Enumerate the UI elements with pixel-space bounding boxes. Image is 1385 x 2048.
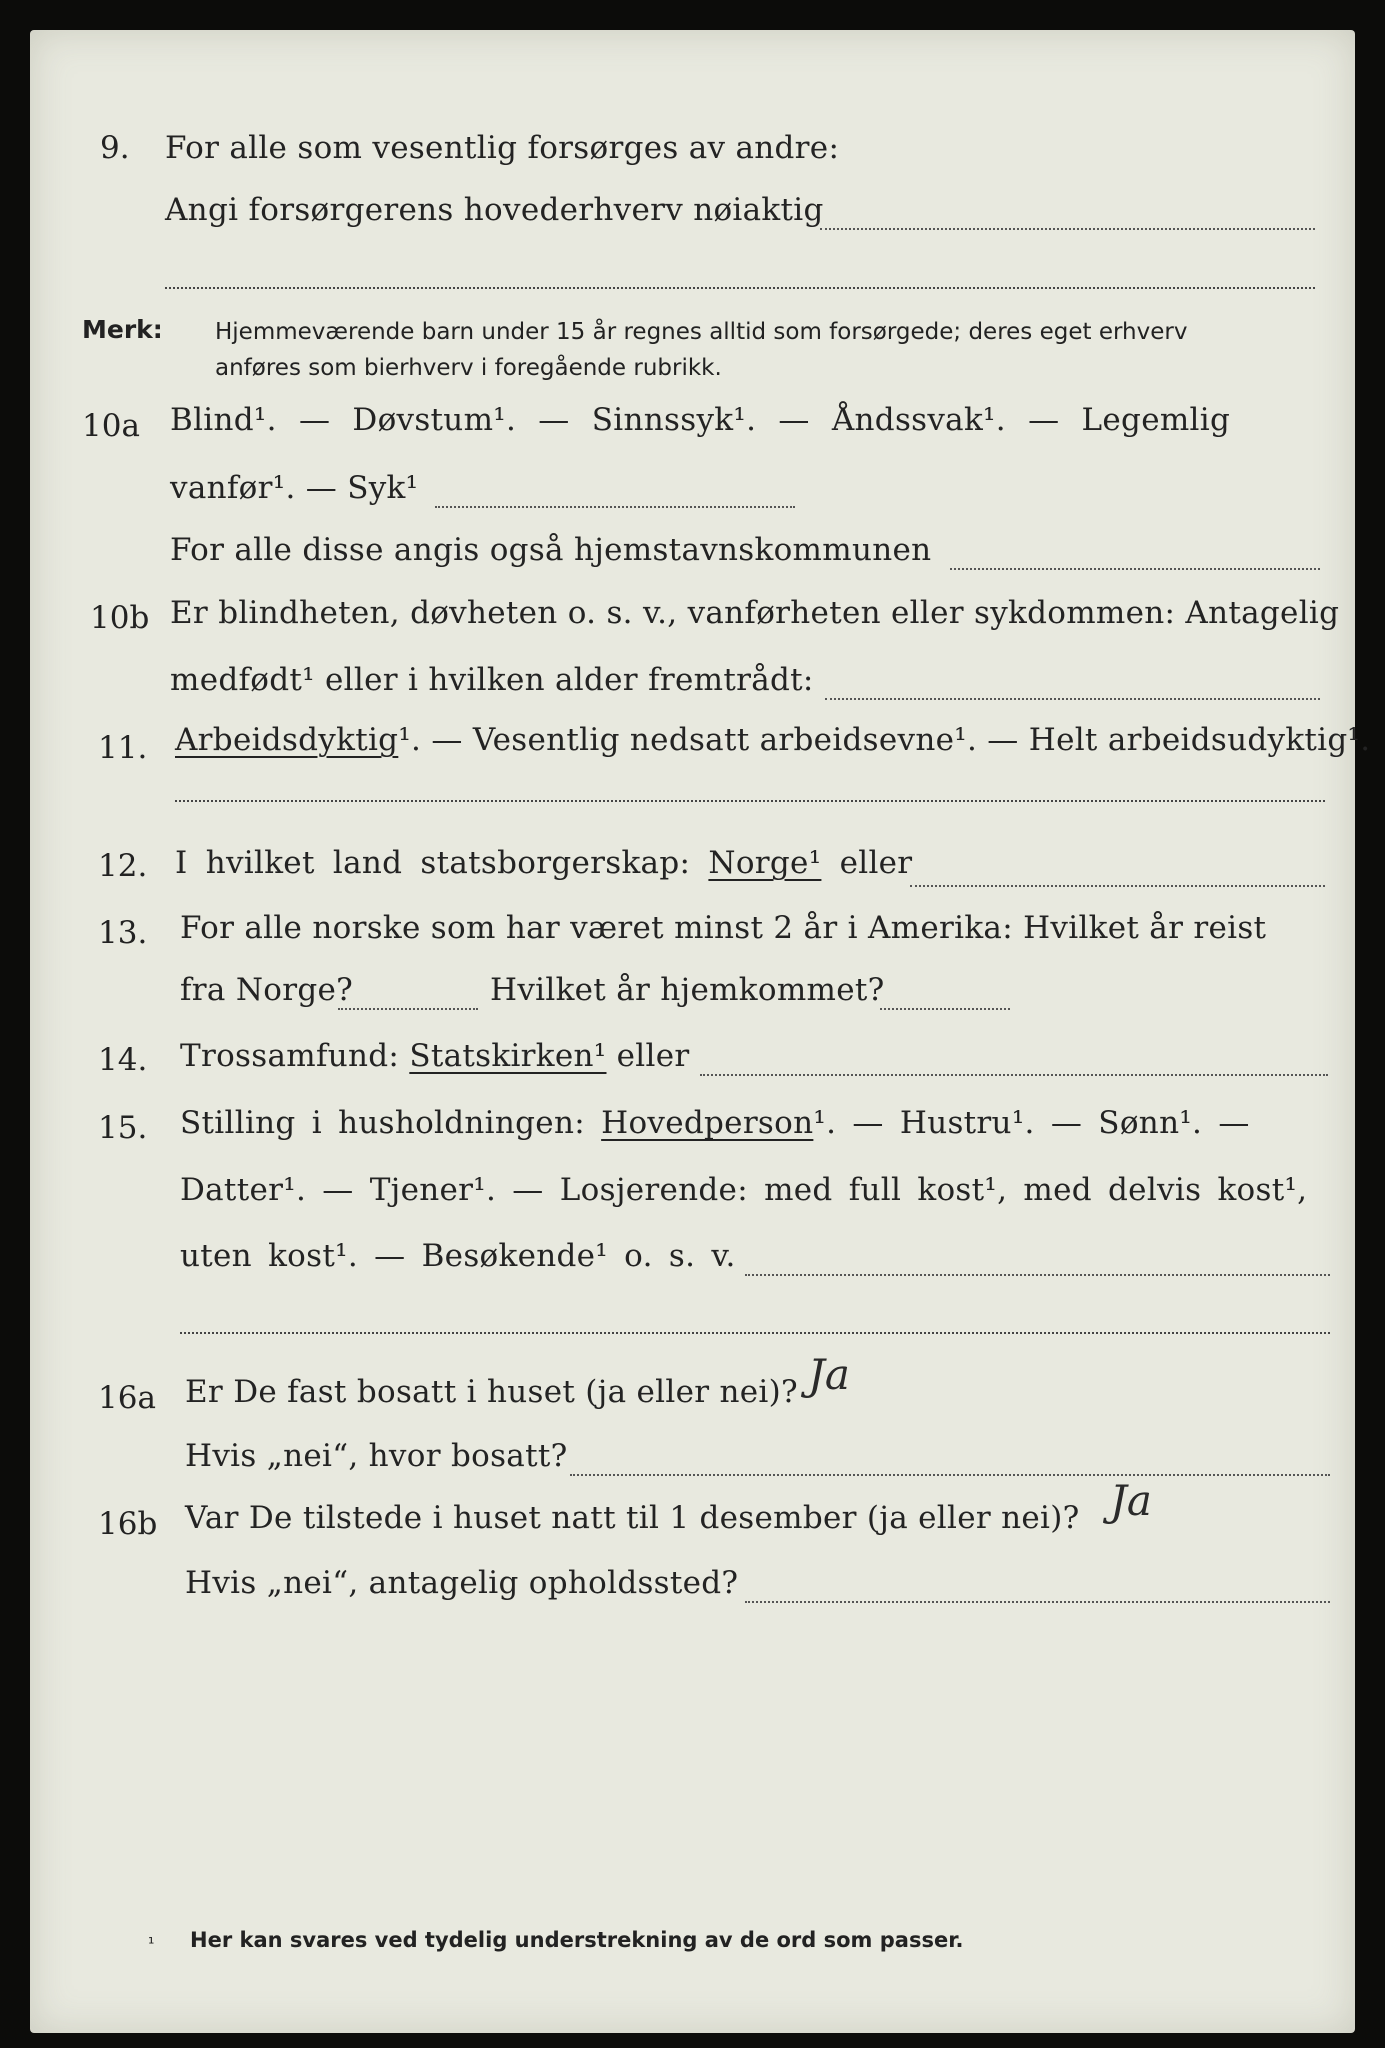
q15-answer-line[interactable] <box>180 1332 1330 1334</box>
q15-line1 <box>180 1105 1250 1141</box>
q12-question: I hvilket land statsborgerskap: <box>175 845 691 881</box>
q12-eller: eller <box>839 845 913 881</box>
q11-arbeidsdyktig-underlined: Arbeidsdyktig <box>175 722 399 758</box>
footnote-text: Her kan svares ved tydelig understrekning av de ord som passer. <box>190 1928 964 1952</box>
q13-line2-part2: Hvilket år hjemkommet? <box>490 972 885 1008</box>
q15-answer-field[interactable] <box>745 1274 1330 1276</box>
q11-rest: ¹. — Vesentlig nedsatt arbeidsevne¹. — Helt arbeidsudyktig¹. <box>398 722 1371 758</box>
q15-line3: uten kost¹. — Besøkende¹ o. s. v. <box>180 1238 736 1274</box>
q16a-handwritten-answer: Ja <box>808 1350 850 1399</box>
q10a-answer-field-1[interactable] <box>435 506 795 508</box>
q12-norge-underlined: Norge¹ <box>708 845 822 881</box>
q10a-answer-field-2[interactable] <box>950 568 1320 570</box>
q10a-line1: Blind¹. — Døvstum¹. — Sinnssyk¹. — Åndssvak¹. — Legemlig <box>170 402 1231 438</box>
q10b-line2: medfødt¹ eller i hvilken alder fremtrådt: <box>170 662 814 698</box>
item-number-10b: 10b <box>90 600 150 636</box>
q16b-answer-field[interactable] <box>745 1601 1330 1603</box>
footnote-marker: ¹ <box>148 1934 155 1953</box>
merk-label: Merk: <box>82 315 163 344</box>
q13-hjemkommet-field[interactable] <box>880 1008 1010 1010</box>
q14-answer-field[interactable] <box>700 1074 1328 1076</box>
item-number-16a: 16a <box>98 1380 156 1416</box>
q13-line2-part1: fra Norge? <box>180 972 354 1008</box>
q16a-answer-field[interactable] <box>570 1474 1330 1476</box>
q16b-handwritten-answer: Ja <box>1110 1476 1152 1525</box>
q10b-answer-field[interactable] <box>825 698 1320 700</box>
item-number-16b: 16b <box>98 1506 158 1542</box>
q10b-line1: Er blindheten, døvheten o. s. v., vanførheten eller sykdommen: Antagelig <box>170 595 1340 631</box>
q12-line1 <box>175 845 912 881</box>
q12-answer-field[interactable] <box>910 885 1325 887</box>
q14-question: Trossamfund: <box>180 1038 400 1074</box>
q9-answer-line[interactable] <box>165 287 1315 289</box>
q9-line2: Angi forsørgerens hovederhverv nøiaktig <box>165 192 824 228</box>
item-number-15: 15. <box>98 1110 148 1146</box>
q15-question: Stilling i husholdningen: <box>180 1105 585 1141</box>
item-number-14: 14. <box>98 1042 148 1078</box>
q10a-line3: For alle disse angis også hjemstavnskommunen <box>170 532 932 568</box>
q14-eller: eller <box>616 1038 690 1074</box>
q9-line1: For alle som vesentlig forsørges av andre: <box>165 130 840 166</box>
q14-statskirken-underlined: Statskirken¹ <box>409 1038 607 1074</box>
q15-line1-rest: ¹. — Hustru¹. — Sønn¹. — <box>813 1105 1250 1141</box>
item-number-11: 11. <box>98 730 148 766</box>
q11-line1 <box>175 722 1370 758</box>
q16b-line1: Var De tilstede i huset natt til 1 desember (ja eller nei)? <box>185 1500 1080 1536</box>
merk-line2: anføres som bierhverv i foregående rubrikk. <box>215 355 722 381</box>
item-number-13: 13. <box>98 915 148 951</box>
census-form-page <box>30 30 1371 2033</box>
item-number-9: 9. <box>100 130 130 166</box>
q16b-line2: Hvis „nei“, antagelig opholdssted? <box>185 1565 739 1601</box>
q14-line1 <box>180 1038 690 1074</box>
item-number-10a: 10a <box>82 408 140 444</box>
q9-answer-field[interactable] <box>820 228 1315 230</box>
q10a-line2: vanfør¹. — Syk¹ <box>170 470 419 506</box>
item-number-12: 12. <box>98 848 148 884</box>
q15-hovedperson-underlined: Hovedperson <box>601 1105 814 1141</box>
q11-answer-line[interactable] <box>175 800 1325 802</box>
q15-line2: Datter¹. — Tjener¹. — Losjerende: med full kost¹, med delvis kost¹, <box>180 1172 1308 1208</box>
merk-line1: Hjemmeværende barn under 15 år regnes alltid som forsørgede; deres eget erhverv <box>215 319 1188 345</box>
q13-reist-field[interactable] <box>338 1008 478 1010</box>
q16a-line2: Hvis „nei“, hvor bosatt? <box>185 1438 568 1474</box>
q16a-line1: Er De fast bosatt i huset (ja eller nei)? <box>185 1374 798 1410</box>
q13-line1: For alle norske som har været minst 2 år i Amerika: Hvilket år reist <box>180 910 1267 946</box>
